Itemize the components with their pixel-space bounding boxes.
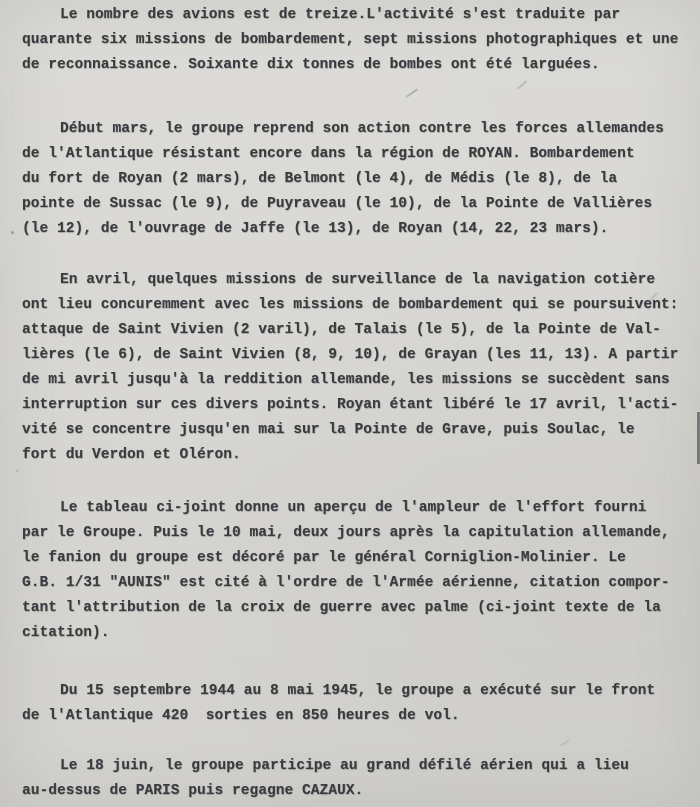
text-line: Le 18 juin, le groupe participe au grand défilé aérien qui a lieu: [60, 758, 629, 774]
paragraph: [22, 3, 698, 78]
paper-smudge: [406, 88, 419, 98]
text-line: le fanion du groupe est décoré par le général Corniglion-Molinier. Le: [22, 550, 626, 566]
text-line: pointe de Sussac (le 9), de Puyraveau (le 10), de la Pointe de Vallières: [22, 196, 653, 212]
ink-speck: [11, 231, 14, 234]
text-line: citation).: [22, 625, 110, 641]
text-line: de reconnaissance. Soixante dix tonnes de bombes ont été larguées.: [22, 57, 600, 73]
text-line: au-dessus de PARIS puis regagne CAZAUX.: [22, 783, 364, 799]
text-line: En avril, quelques missions de surveillance de la navigation cotière: [60, 272, 656, 288]
text-line: (le 12), de l'ouvrage de Jaffe (le 13), de Royan (14, 22, 23 mars).: [22, 221, 609, 237]
text-line: tant l'attribution de la croix de guerre avec palme (ci-joint texte de la: [22, 600, 661, 616]
text-line: de mi avril jusqu'à la reddition allemande, les missions se succèdent sans: [22, 372, 670, 388]
text-line: quarante six missions de bombardement, sept missions photographiques et une: [22, 32, 679, 48]
text-line: Le tableau ci-joint donne un aperçu de l'ampleur de l'effort fourni: [60, 500, 647, 516]
text-line: Du 15 septembre 1944 au 8 mai 1945, le groupe a exécuté sur le front: [60, 683, 656, 699]
paragraph: [22, 679, 698, 729]
text-line: interruption sur ces divers points. Royan étant libéré le 17 avril, l'acti-: [22, 397, 679, 413]
text-line: de l'Atlantique résistant encore dans la région de ROYAN. Bombardement: [22, 146, 635, 162]
text-line: G.B. 1/31 "AUNIS" est cité à l'ordre de l'Armée aérienne, citation compor-: [22, 575, 670, 591]
text-line: fort du Verdon et Oléron.: [22, 447, 241, 463]
text-line: ont lieu concuremment avec les missions de bombardement qui se poursuivent:: [22, 297, 679, 313]
paragraph: [22, 268, 698, 468]
paragraph: [22, 496, 698, 646]
ink-speck: [16, 470, 18, 472]
text-line: Début mars, le groupe reprend son action contre les forces allemandes: [60, 121, 664, 137]
text-line: vité se concentre jusqu'en mai sur la Pointe de Grave, puis Soulac, le: [22, 422, 635, 438]
text-line: Le nombre des avions est de treize.L'activité s'est traduite par: [60, 7, 621, 23]
paper-smudge: [560, 740, 570, 747]
text-line: du fort de Royan (2 mars), de Belmont (le 4), de Médis (le 8), de la: [22, 171, 618, 187]
paper-smudge: [517, 80, 527, 90]
text-line: lières (le 6), de Saint Vivien (8, 9, 10), de Grayan (les 11, 13). A partir: [22, 347, 679, 363]
paragraph: [22, 754, 698, 804]
text-line: par le Groupe. Puis le 10 mai, deux jours après la capitulation allemande,: [22, 525, 670, 541]
text-line: de l'Atlantique 420 sorties en 850 heures de vol.: [22, 708, 460, 724]
paragraph: [22, 117, 698, 242]
text-line: attaque de Saint Vivien (2 varil), de Talais (le 5), de la Pointe de Val-: [22, 322, 661, 338]
